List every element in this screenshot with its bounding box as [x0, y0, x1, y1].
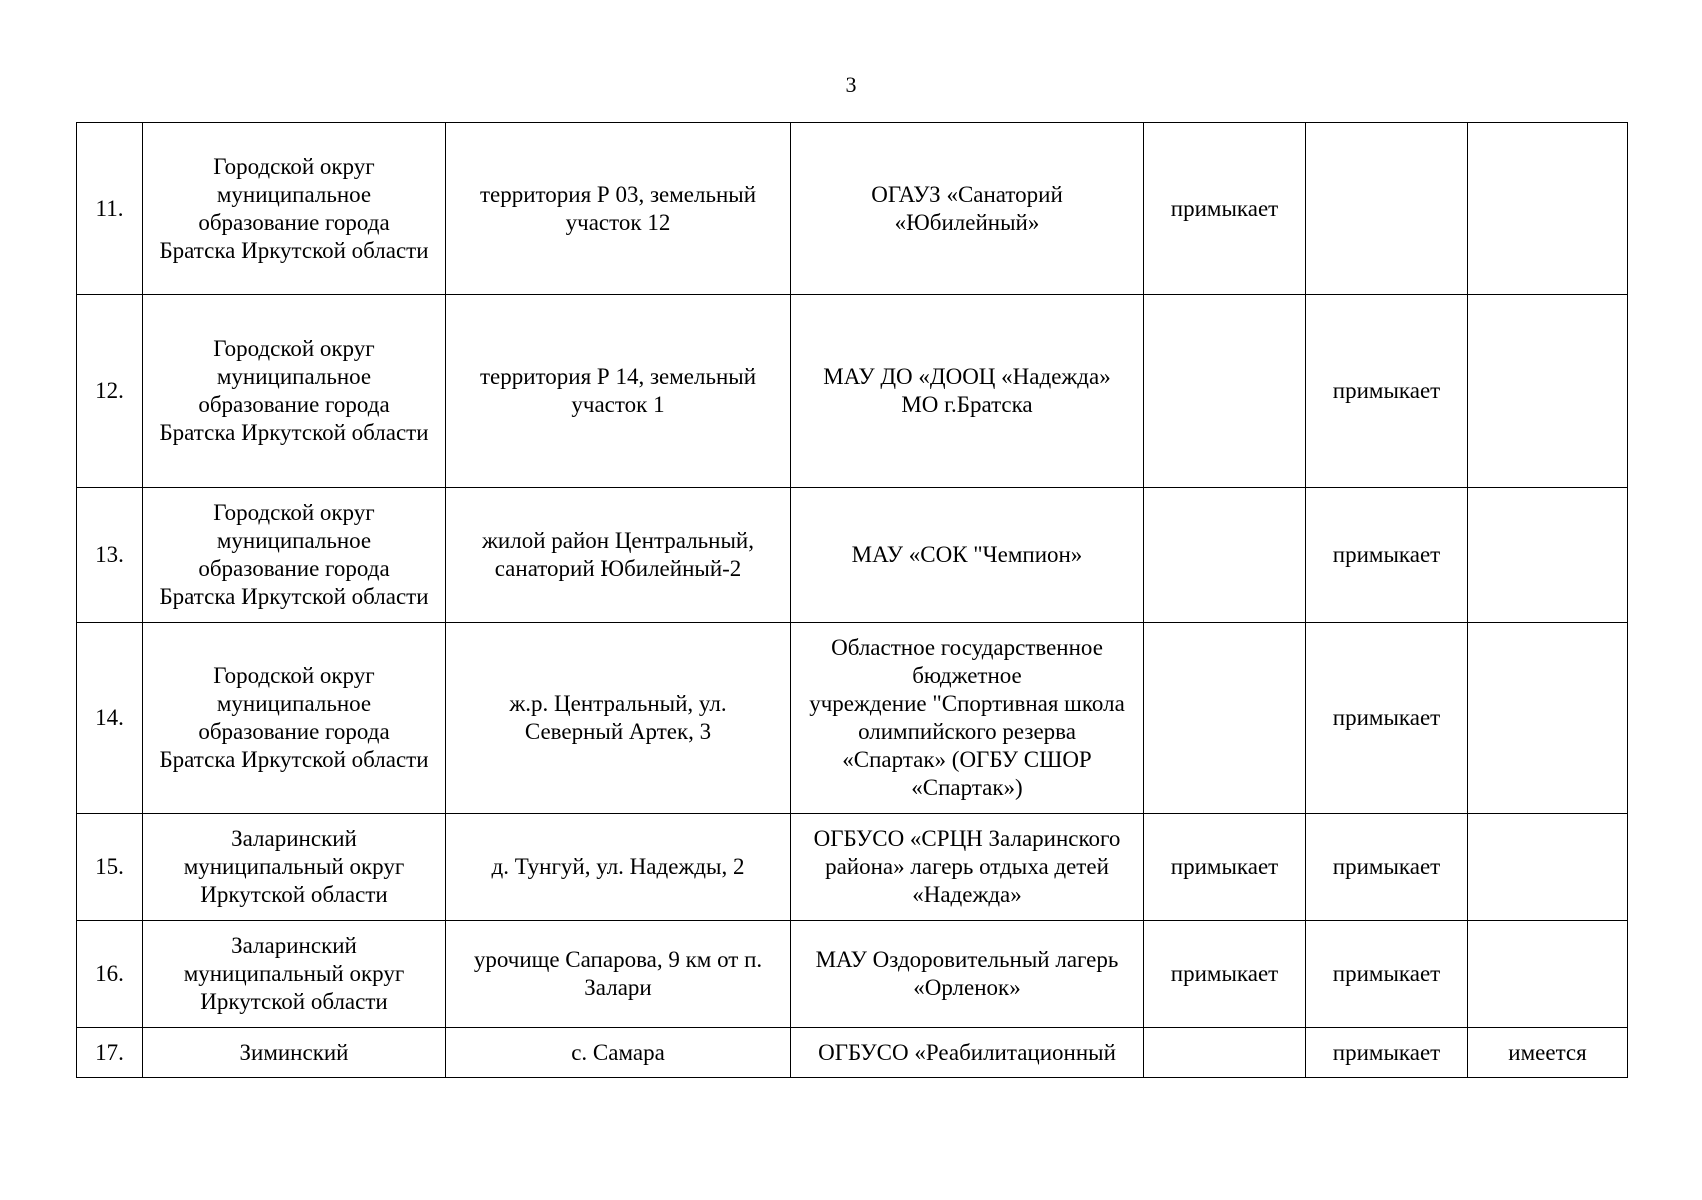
location-cell: д. Тунгуй, ул. Надежды, 2 [446, 814, 791, 921]
table-row [77, 295, 1628, 488]
adjacency-cell: примыкает [1306, 814, 1468, 921]
municipality-cell: Городской округ муниципальное образование города Братска Иркутской области [143, 488, 446, 623]
availability-cell [1468, 921, 1628, 1028]
availability-cell [1468, 623, 1628, 814]
adjacency-cell: примыкает [1144, 814, 1306, 921]
organization-cell: ОГБУСО «Реабилитационный [791, 1028, 1144, 1078]
page-number: 3 [845, 72, 857, 97]
municipality-cell: Заларинский муниципальный округ Иркутской области [143, 814, 446, 921]
availability-cell [1468, 123, 1628, 295]
municipality-cell: Зиминский [143, 1028, 446, 1078]
adjacency-cell [1144, 1028, 1306, 1078]
row-number: 16. [77, 921, 143, 1028]
adjacency-cell [1144, 488, 1306, 623]
row-number: 12. [77, 295, 143, 488]
adjacency-cell: примыкает [1144, 123, 1306, 295]
row-number: 13. [77, 488, 143, 623]
organization-cell: МАУ Оздоровительный лагерь «Орленок» [791, 921, 1144, 1028]
organization-cell: ОГАУЗ «Санаторий «Юбилейный» [791, 123, 1144, 295]
availability-cell [1468, 814, 1628, 921]
municipality-cell: Заларинский муниципальный округ Иркутской области [143, 921, 446, 1028]
location-cell: территория Р 03, земельный участок 12 [446, 123, 791, 295]
municipality-cell: Городской округ муниципальное образование города Братска Иркутской области [143, 123, 446, 295]
adjacency-cell: примыкает [1144, 921, 1306, 1028]
organization-cell: ОГБУСО «СРЦН Заларинского района» лагерь отдыха детей «Надежда» [791, 814, 1144, 921]
adjacency-cell: примыкает [1306, 921, 1468, 1028]
row-number: 17. [77, 1028, 143, 1078]
adjacency-cell [1144, 295, 1306, 488]
adjacency-cell: примыкает [1306, 1028, 1468, 1078]
adjacency-cell: примыкает [1306, 295, 1468, 488]
availability-cell [1468, 488, 1628, 623]
adjacency-cell [1144, 623, 1306, 814]
availability-cell [1468, 295, 1628, 488]
adjacency-cell [1306, 123, 1468, 295]
organization-cell: МАУ «СОК "Чемпион» [791, 488, 1144, 623]
location-cell: с. Самара [446, 1028, 791, 1078]
registry-table [76, 122, 1628, 1078]
table-row [77, 623, 1628, 814]
row-number: 15. [77, 814, 143, 921]
row-number: 11. [77, 123, 143, 295]
location-cell: жилой район Центральный, санаторий Юбилейный-2 [446, 488, 791, 623]
table-row [77, 921, 1628, 1028]
table-row [77, 488, 1628, 623]
organization-cell: Областное государственное бюджетное учреждение "Спортивная школа олимпийского резерва «Спартак» (ОГБУ СШОР «Спартак») [791, 623, 1144, 814]
table-row [77, 814, 1628, 921]
location-cell: территория Р 14, земельный участок 1 [446, 295, 791, 488]
table-row [77, 123, 1628, 295]
adjacency-cell: примыкает [1306, 488, 1468, 623]
municipality-cell: Городской округ муниципальное образование города Братска Иркутской области [143, 623, 446, 814]
table-row [77, 1028, 1628, 1078]
adjacency-cell: примыкает [1306, 623, 1468, 814]
row-number: 14. [77, 623, 143, 814]
location-cell: ж.р. Центральный, ул. Северный Артек, 3 [446, 623, 791, 814]
organization-cell: МАУ ДО «ДООЦ «Надежда» МО г.Братска [791, 295, 1144, 488]
municipality-cell: Городской округ муниципальное образование города Братска Иркутской области [143, 295, 446, 488]
location-cell: урочище Сапарова, 9 км от п. Залари [446, 921, 791, 1028]
availability-cell: имеется [1468, 1028, 1628, 1078]
